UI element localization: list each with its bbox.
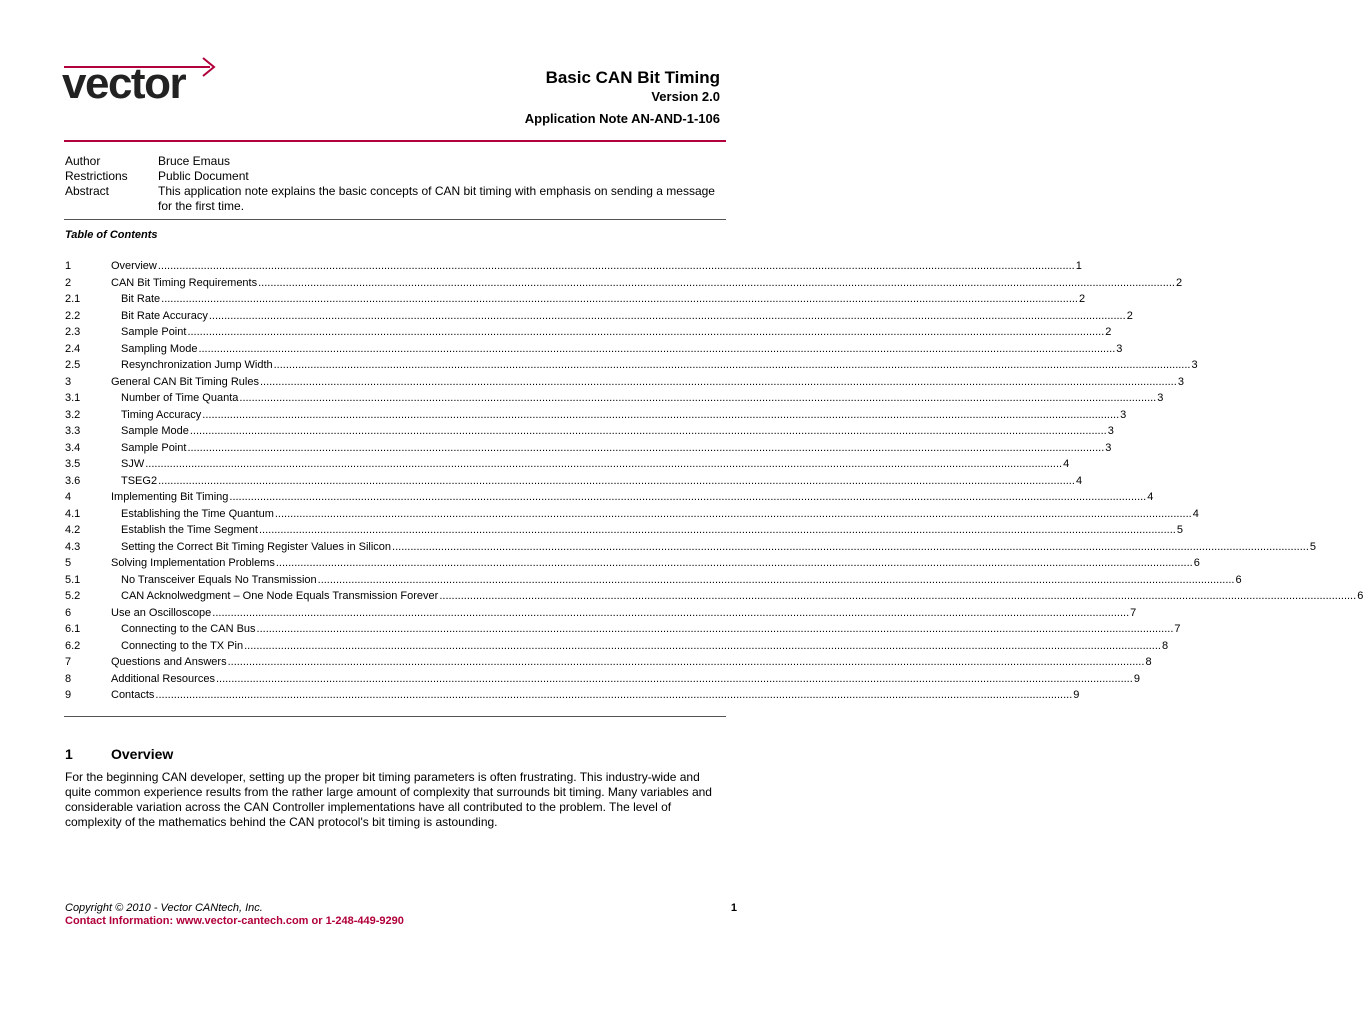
toc-entry-number: 4.3 [65,540,81,553]
application-note-id: Application Note AN-AND-1-106 [524,111,720,126]
toc-leader-dots: ............................................................................................................................................................................................................................................................................................................ [202,408,1120,421]
toc-entry-number: 3.6 [65,474,81,487]
page-number: 1 [730,902,737,914]
toc-entry-number: 2.3 [65,326,81,338]
toc-entry-number: 6.1 [65,623,81,635]
toc-entry[interactable] [65,391,1164,405]
toc-entry[interactable] [65,408,1127,422]
toc-entry-page: 6 [1357,590,1363,602]
toc-entry-label[interactable]: Additional Resources [111,672,215,685]
toc-leader-dots: ............................................................................................................................................................................................................................................................................................................ [198,342,1116,355]
toc-entry-number: 5 [65,557,72,569]
toc-leader-dots: ............................................................................................................................................................................................................................................................................................................ [275,557,1193,569]
toc-entry-number: 6.2 [65,639,81,652]
document-version: Version 2.0 [651,89,720,104]
toc-entry-number: 4.2 [65,524,81,536]
footer-contact: Contact Information: www.vector-cantech.com or 1-248-449-9290 [65,915,404,927]
toc-entry-label[interactable]: Establishing the Time Quantum [121,507,274,520]
toc-entry-page: 4 [1147,491,1154,503]
toc-entry-page: 5 [1176,524,1183,536]
toc-entry[interactable] [65,259,1082,273]
meta-divider [64,219,726,220]
toc-leader-dots: ............................................................................................................................................................................................................................................................................................................ [158,474,1075,487]
toc-entry[interactable] [65,309,1133,323]
toc-entry-number: 4 [65,491,72,503]
toc-entry[interactable] [65,672,1140,686]
vector-logo [62,54,220,108]
footer-copyright: Copyright © 2010 - Vector CANtech, Inc. [65,902,263,914]
logo-text: vector [62,59,186,108]
toc-entry-page: 3 [1105,441,1112,454]
toc-entry[interactable] [65,292,1086,306]
toc-leader-dots: ............................................................................................................................................................................................................................................................................................................ [258,276,1175,289]
toc-entry-number: 2.4 [65,342,81,355]
toc-leader-dots: ............................................................................................................................................................................................................................................................................................................ [317,573,1235,586]
toc-entry-page: 2 [1079,293,1086,305]
toc-entry-number: 6 [65,606,72,619]
toc-divider [64,716,726,717]
toc-entry-label[interactable]: Bit Rate Accuracy [121,309,208,322]
meta-abstract-value: This application note explains the basic concepts of CAN bit timing with emphasis on sending a message for the first time. [158,184,715,213]
section-title: Overview [111,746,174,762]
toc-entry[interactable] [65,523,1183,537]
toc-entry-page: 5 [1309,540,1317,553]
toc-entry-page: 6 [1235,573,1242,586]
toc-leader-dots: ............................................................................................................................................................................................................................................................................................................ [161,293,1078,305]
toc-entry-label[interactable]: Solving Implementation Problems [111,557,275,569]
toc-leader-dots: ............................................................................................................................................................................................................................................................................................................ [215,672,1133,685]
section-body: For the beginning CAN developer, setting up the proper bit timing parameters is often frustrating. This industry-wide and quite common experience results from the rather large amount of complexity that surrounds bit timing. Many variables and considerable variation across the CAN Controller implementations have all contributed to the problem. The level of complexity of the mathematics behind the CAN protocol's bit timing is astounding. [65,770,712,829]
toc-leader-dots: ............................................................................................................................................................................................................................................................................................................ [258,524,1176,536]
toc-entry-number: 3 [65,375,72,388]
toc-entry-label[interactable]: Setting the Correct Bit Timing Register Values in Silicon [121,540,392,553]
toc-entry-label[interactable]: Sample Mode [121,425,189,437]
toc-entry-label[interactable]: TSEG2 [121,474,158,487]
toc-leader-dots: ............................................................................................................................................................................................................................................................................................................ [392,540,1309,553]
toc-entry-page: 6 [1193,557,1200,569]
toc-entry[interactable] [65,375,1184,389]
toc-entry[interactable] [65,556,1200,570]
toc-leader-dots: ............................................................................................................................................................................................................................................................................................................ [239,392,1157,404]
toc-entry-page: 7 [1130,606,1137,619]
toc-entry-number: 3.5 [65,458,81,470]
toc-entry[interactable] [65,540,1317,554]
toc-entry-number: 2 [65,276,72,289]
section-number: 1 [65,746,73,762]
toc-entry-page: 3 [1116,342,1123,355]
toc-entry-page: 8 [1161,639,1169,652]
toc-entry[interactable] [65,622,1181,636]
toc-entry-label[interactable]: Resynchronization Jump Width [121,359,273,371]
toc-entry-label[interactable]: No Transceiver Equals No Transmission [121,573,317,586]
toc-entry-number: 5.2 [65,590,81,602]
toc-entry-label[interactable]: Sample Point [121,326,187,338]
toc-entry-label[interactable]: Use an Oscilloscope [111,606,212,619]
toc-entry[interactable] [65,688,1080,702]
toc-entry-number: 7 [65,656,72,668]
toc-entry-label[interactable]: Implementing Bit Timing [111,491,229,503]
toc-entry-label[interactable]: Establish the Time Segment [121,524,258,536]
toc-entry[interactable] [65,606,1137,620]
toc-leader-dots: ............................................................................................................................................................................................................................................................................................................ [273,359,1191,371]
toc-entry-label[interactable]: General CAN Bit Timing Rules [111,375,259,388]
toc-leader-dots: ............................................................................................................................................................................................................................................................................................................ [227,656,1145,668]
toc-entry[interactable] [65,358,1198,372]
toc-leader-dots: ............................................................................................................................................................................................................................................................................................................ [274,507,1192,520]
toc-entry-page: 4 [1063,458,1070,470]
toc-entry-number: 4.1 [65,507,81,520]
toc-entry-number: 3.3 [65,425,81,437]
toc-entry-number: 3.4 [65,441,81,454]
toc-entry-label[interactable]: Questions and Answers [111,656,227,668]
toc-entry-number: 5.1 [65,573,81,586]
toc-entry[interactable] [65,639,1169,653]
toc-entry[interactable] [65,474,1083,488]
toc-leader-dots: ............................................................................................................................................................................................................................................................................................................ [259,375,1177,388]
toc-entry-number: 9 [65,689,72,701]
toc-entry-label[interactable]: CAN Acknolwedgment – One Node Equals Transmission Forever [121,590,439,602]
toc-entry-label[interactable]: Contacts [111,689,155,701]
logo-wordmark [62,54,220,108]
document-title: Basic CAN Bit Timing [545,68,720,87]
meta-author-value: Bruce Emaus [158,154,231,168]
toc-leader-dots: ............................................................................................................................................................................................................................................................................................................ [439,590,1357,602]
toc-entry-number: 2.2 [65,309,81,322]
toc-entry-page: 4 [1192,507,1199,520]
toc-leader-dots: ............................................................................................................................................................................................................................................................................................................ [229,491,1147,503]
meta-restrictions-value: Public Document [158,169,249,183]
toc-entry-page: 3 [1107,425,1114,437]
toc-entry-page: 8 [1145,656,1152,668]
toc-entry[interactable] [65,325,1112,339]
toc-leader-dots: ............................................................................................................................................................................................................................................................................................................ [145,458,1063,470]
toc-entry-number: 3.2 [65,408,81,421]
meta-abstract-label: Abstract [65,184,110,198]
toc-entry-page: 7 [1174,623,1181,635]
meta-restrictions-label: Restrictions [65,169,128,183]
toc-entry-number: 2.5 [65,359,81,371]
toc-entry[interactable] [65,342,1123,356]
header-divider [64,140,726,142]
toc-entry[interactable] [65,457,1070,471]
toc-leader-dots: ............................................................................................................................................................................................................................................................................................................ [187,441,1105,454]
toc-entry-page: 9 [1133,672,1140,685]
toc-entry-label[interactable]: Connecting to the TX Pin [121,639,244,652]
toc-entry-page: 3 [1157,392,1164,404]
toc-entry-label[interactable]: Bit Rate [121,293,161,305]
toc-entry[interactable] [65,276,1183,290]
toc-entry[interactable] [65,441,1112,455]
toc-entry-label[interactable]: Sample Point [121,441,187,454]
toc-entry-page: 9 [1073,689,1080,701]
toc-entry-number: 8 [65,672,72,685]
toc-entry-page: 3 [1120,408,1127,421]
toc-leader-dots: ............................................................................................................................................................................................................................................................................................................ [256,623,1174,635]
toc-entry-label[interactable]: Connecting to the CAN Bus [121,623,256,635]
toc-leader-dots: ............................................................................................................................................................................................................................................................................................................ [208,309,1126,322]
toc-entry-number: 2.1 [65,293,81,305]
toc-entry-label[interactable]: Sampling Mode [121,342,198,355]
toc-entry-page: 1 [1075,260,1082,272]
toc-entry-page: 2 [1126,309,1133,322]
toc-entry-label[interactable]: SJW [121,458,145,470]
toc-leader-dots: ............................................................................................................................................................................................................................................................................................................ [157,260,1075,272]
toc-entry[interactable] [65,589,1363,603]
toc-entry[interactable] [65,655,1152,669]
toc-entry-label[interactable]: Number of Time Quanta [121,392,239,404]
toc-leader-dots: ............................................................................................................................................................................................................................................................................................................ [189,425,1107,437]
toc-leader-dots: ............................................................................................................................................................................................................................................................................................................ [155,689,1073,701]
toc-title: Table of Contents [65,229,158,241]
toc-leader-dots: ............................................................................................................................................................................................................................................................................................................ [244,639,1161,652]
toc-entry-label[interactable]: Overview [111,260,157,272]
toc-entry-number: 1 [65,260,72,272]
toc-leader-dots: ............................................................................................................................................................................................................................................................................................................ [212,606,1130,619]
toc-entry[interactable] [65,573,1242,587]
toc-entry-page: 2 [1105,326,1112,338]
toc-entry-page: 3 [1177,375,1184,388]
toc-entry-label[interactable]: CAN Bit Timing Requirements [111,276,258,289]
toc-leader-dots: ............................................................................................................................................................................................................................................................................................................ [187,326,1105,338]
toc-entry[interactable] [65,490,1154,504]
toc-entry-page: 4 [1075,474,1083,487]
toc-entry-page: 3 [1191,359,1198,371]
toc-entry[interactable] [65,424,1114,438]
meta-author-label: Author [65,154,101,168]
toc-entry-label[interactable]: Timing Accuracy [121,408,202,421]
toc-entry-number: 3.1 [65,392,81,404]
toc-entry[interactable] [65,507,1199,521]
toc-entry-page: 2 [1175,276,1183,289]
